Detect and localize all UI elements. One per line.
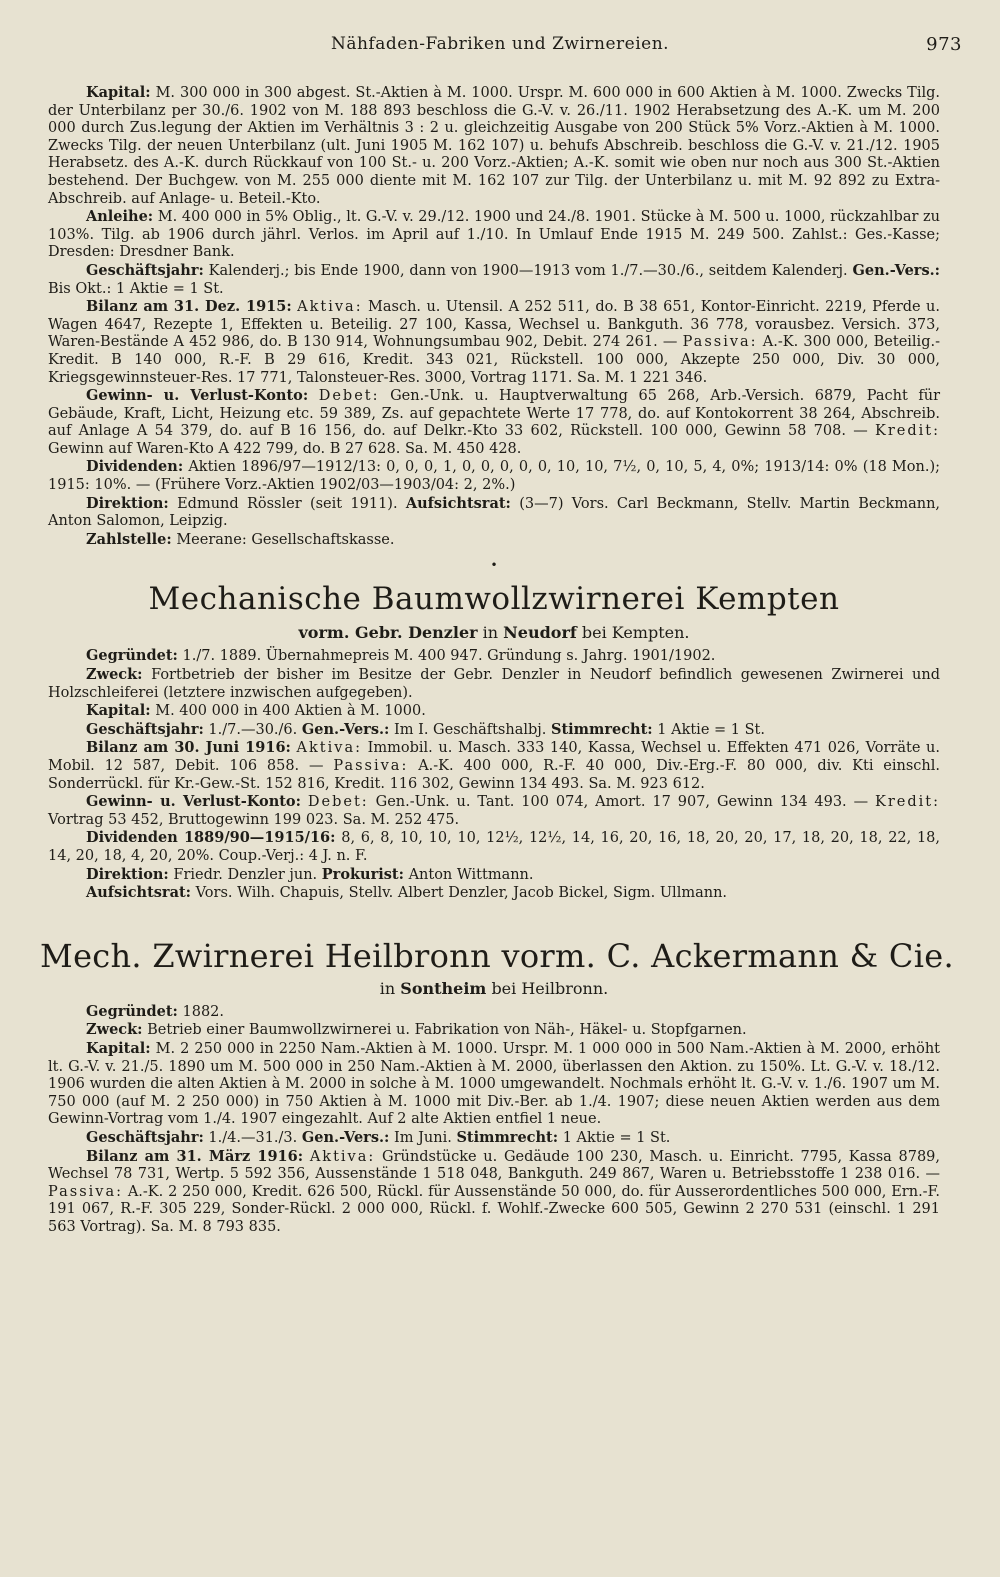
- kempten-aktiva-label: Aktiva:: [296, 740, 362, 757]
- bilanz-paragraph: [48, 298, 940, 387]
- heilbronn-gegruendet-paragraph: [48, 1003, 940, 1022]
- passiva-text: A.-K. 300 000, Beteilig.-Kredit. B 140 000, R.-F. B 29 616, Kredit. 343 021, Rückstell. 100 000, Akzepte 250 000, Div. 30 000, Kriegsgewinnsteuer-Res. 17 771, Talonsteuer-Res. 3000, Vortrag 1171. Sa. M. 1 221 346.: [48, 334, 940, 386]
- zahlstelle-text: Meerane: Gesellschaftskasse.: [176, 531, 395, 548]
- direktion-paragraph: [48, 495, 940, 531]
- guv-paragraph: [48, 387, 940, 458]
- heilbronn-gj-label: Geschäftsjahr:: [86, 1128, 204, 1146]
- running-title: Nähfaden-Fabriken und Zwirnereien.: [330, 34, 670, 54]
- heilbronn-gv-label: Gen.-Vers.:: [301, 1128, 390, 1146]
- kempten-kapital-text: M. 400 000 in 400 Aktien à M. 1000.: [155, 703, 426, 720]
- guv-label: Gewinn- u. Verlust-Konto:: [86, 387, 309, 405]
- kapital-text: M. 300 000 in 300 abgest. St.-Aktien à M. 1000. Urspr. M. 600 000 in 600 Aktien à M. 1000. Zwecks Tilg. der Unterbilanz per 30./6. 1902 von M. 188 893 beschloss die G.-V. v. 26./11. 1902 Herabsetzung des A.-K. um M. 200 000 durch Zus.legung der Aktien im Verhältnis 3 : 2 u. gleichzeitig Ausgabe von 200 Stück 5% Vorz.-Aktien à M. 1000. Zwecks Tilg. der neuen Unterbilanz (ult. Juni 1905 M. 162 107) u. behufs Abschreib. beschloss die G.-V. v. 21./12. 1905 Herabsetz. des A.-K. durch Rückkauf von 100 St.- u. 200 Vorz.-Aktien; A.-K. somit wie oben nur noch aus 300 St.-Aktien bestehend. Der Buchgew. von M. 255 000 diente mit M. 162 107 zur Tilg. der Unterbilanz u. mit M. 92 892 zu Extra-Abschreib. auf Anlage- u. Beteil.-Kto.: [48, 85, 940, 207]
- geschaeftsjahr-text: Kalenderj.; bis Ende 1900, dann von 1900—1913 vom 1./7.—30./6., seitdem Kalenderj.: [208, 262, 848, 279]
- kempten-dividenden-label: Dividenden 1889/90—1915/16:: [86, 829, 336, 847]
- heilbronn-title: Mech. Zwirnerei Heilbronn vorm. C. Ackermann & Cie.: [40, 936, 954, 975]
- zahlstelle-label: Zahlstelle:: [86, 530, 172, 548]
- kempten-guv-paragraph: [48, 793, 940, 829]
- kempten-dividenden-text: 8, 6, 8, 10, 10, 10, 12½, 12½, 14, 16, 20, 16, 18, 20, 20, 17, 18, 20, 18, 22, 18, 14, 20, 18, 4, 20, 20%. Coup.-Verj.: 4 J. n. F.: [48, 830, 941, 864]
- kempten-sub-place: Neudorf: [503, 623, 577, 643]
- heilbronn-kapital-text: M. 2 250 000 in 2250 Nam.-Aktien à M. 1000. Urspr. M. 1 000 000 in 500 Nam.-Aktien à M. 2000, erhöht lt. G.-V. v. 21./5. 1890 um M. 500 000 in 250 Nam.-Aktien à M. 2000, überlassen den Aktion. zu 150%. Lt. G.-V. v. 18./12. 1906 wurden die alten Aktien à M. 2000 in solche à M. 1000 umgewandelt. Nochmals erhöht lt. G.-V. v. 1./6. 1907 um M. 750 000 (auf M. 2 250 000) in 750 Aktien à M. 1000 mit Div.-Ber. ab 1./4. 1907; diese neuen Aktien werden aus dem Gewinn-Vortrag vom 1./4. 1907 eingezahlt. Auf 2 alte Aktien entfiel 1 neue.: [48, 1040, 940, 1128]
- heilbronn-stimmrecht-label: Stimmrecht:: [456, 1128, 559, 1146]
- kempten-gj-text: 1./7.—30./6.: [208, 721, 298, 738]
- kempten-gegruendet-text: 1./7. 1889. Übernahmepreis M. 400 947. Gründung s. Jahrg. 1901/1902.: [182, 648, 716, 665]
- section-mark: •: [490, 558, 498, 573]
- kempten-sub-prefix: vorm. Gebr. Denzler: [298, 623, 478, 643]
- kempten-passiva-text: A.-K. 400 000, R.-F. 40 000, Div.-Erg.-F. 80 000, div. Kti einschl. Sonderrückl. für Kr.-Gew.-St. 152 816, Kredit. 116 302, Gewinn 134 493. Sa. M. 923 612.: [48, 758, 941, 792]
- kempten-kredit-label: Kredit:: [875, 794, 941, 811]
- kempten-zweck-label: Zweck:: [86, 666, 143, 684]
- gen-vers-text: Bis Okt.: 1 Aktie = 1 St.: [48, 280, 224, 297]
- dividenden-text: Aktien 1896/97—1912/13: 0, 0, 0, 1, 0, 0, 0, 0, 0, 10, 10, 7½, 0, 10, 5, 4, 0%; 1913/14: 0% (18 Mon.); 1915: 10%. — (Frühere Vorz.-Aktien 1902/03—1903/04: 2, 2%.): [48, 459, 940, 494]
- aufsichtsrat-text: (3—7) Vors. Carl Beckmann, Stellv. Martin Beckmann, Anton Salomon, Leipzig.: [48, 495, 941, 530]
- kempten-aufsichtsrat-paragraph: [48, 884, 940, 903]
- direktion-label: Direktion:: [86, 494, 169, 512]
- heilbronn-stimmrecht-text: 1 Aktie = 1 St.: [562, 1129, 671, 1146]
- heilbronn-zweck-paragraph: [48, 1021, 940, 1040]
- kempten-guv-label: Gewinn- u. Verlust-Konto:: [86, 793, 301, 811]
- kapital-paragraph: [48, 84, 940, 208]
- kredit-text: Gewinn auf Waren-Kto A 422 799, do. B 27 628. Sa. M. 450 428.: [48, 440, 522, 457]
- kempten-direktion-text: Friedr. Denzler jun.: [173, 866, 318, 883]
- kempten-kredit-text: Vortrag 53 452, Bruttogewinn 199 023. Sa. M. 252 475.: [48, 811, 460, 828]
- gen-vers-label: Gen.-Vers.:: [852, 261, 941, 279]
- heilbronn-aktiva-label: Aktiva:: [309, 1148, 376, 1165]
- kempten-gegruendet-paragraph: [48, 647, 940, 666]
- kapital-label: Kapital:: [86, 84, 151, 101]
- heilbronn-kapital-label: Kapital:: [86, 1039, 151, 1057]
- page-number: 973: [926, 34, 962, 55]
- heilbronn-aktiva-text: Gründstücke u. Gedäude 100 230, Masch. u. Einricht. 7795, Kassa 8789, Wechsel 78 731, Wertp. 5 592 356, Aussenstände 1 518 048, Bankguth. 249 867, Waren u. Betriebsstoffe 1 238 016. —: [48, 1148, 941, 1183]
- passiva-label: Passiva:: [682, 334, 758, 351]
- kempten-bilanz-label: Bilanz am 30. Juni 1916:: [86, 739, 291, 757]
- kempten-prokurist-label: Prokurist:: [321, 865, 404, 883]
- anleihe-text: M. 400 000 in 5% Oblig., lt. G.-V. v. 29./12. 1900 und 24./8. 1901. Stücke à M. 500 u. 1000, rückzahlbar zu 103%. Tilg. ab 1906 durch jährl. Verlos. im April auf 1./10. In Umlauf Ende 1915 M. 249 500. Zahlst.: Ges.-Kasse; Dresden: Dresdner Bank.: [48, 209, 940, 261]
- heilbronn-subtitle: [48, 979, 940, 999]
- heilbronn-bilanz-paragraph: [48, 1148, 940, 1237]
- heilbronn-gj-text: 1./4.—31./3.: [208, 1129, 298, 1146]
- page-body: [40, 84, 954, 1236]
- zahlstelle-paragraph: [48, 531, 940, 550]
- kempten-debet-label: Debet:: [307, 794, 369, 811]
- kempten-sub-in: in: [482, 623, 499, 643]
- heilbronn-gegruendet-text: 1882.: [182, 1003, 225, 1020]
- kempten-sub-suffix: bei Kempten.: [581, 623, 690, 643]
- kempten-gv-text: Im I. Geschäftshalbj.: [394, 721, 547, 738]
- aktiva-text: Masch. u. Utensil. A 252 511, do. B 38 651, Kontor-Einricht. 2219, Pferde u. Wagen 4647, Rezepte 1, Effekten u. Beteilig. 27 100, Kassa, Wechsel u. Bankguth. 36 778, vorausbez. Versich. 373, Waren-Bestände A 452 986, do. B 130 914, Wohnungsumbau 902, Debit. 274 261. —: [48, 299, 940, 351]
- page-header: [0, 34, 1000, 58]
- kempten-bilanz-paragraph: [48, 739, 940, 793]
- heilbronn-sub-suffix: bei Heilbronn.: [491, 978, 609, 998]
- kempten-direktion-paragraph: [48, 866, 940, 885]
- kempten-kapital-label: Kapital:: [86, 702, 151, 720]
- kempten-gegruendet-label: Gegründet:: [86, 647, 178, 665]
- kempten-aktiva-text: Immobil. u. Masch. 333 140, Kassa, Wechsel u. Effekten 471 026, Vorräte u. Mobil. 12 587, Debit. 106 858. —: [48, 740, 940, 774]
- kempten-zweck-paragraph: [48, 666, 940, 702]
- kempten-title: Mechanische Baumwollzwirnerei Kempten: [148, 581, 840, 618]
- kempten-gj-label: Geschäftsjahr:: [86, 720, 204, 738]
- kempten-direktion-label: Direktion:: [86, 865, 169, 883]
- kempten-subtitle: [48, 623, 940, 643]
- heilbronn-gegruendet-label: Gegründet:: [86, 1002, 178, 1020]
- heilbronn-passiva-text: A.-K. 2 250 000, Kredit. 626 500, Rückl. für Aussenstände 50 000, do. für Ausserordentliches 500 000, Ern.-F. 191 067, R.-F. 305 229, Sonder-Rückl. 2 000 000, Rückl. f. Wohlf.-Zwecke 600 505, Gewinn 2 270 531 (einschl. 1 291 563 Vortrag). Sa. M. 8 793 835.: [48, 1183, 940, 1235]
- dividenden-paragraph: [48, 458, 940, 494]
- kempten-prokurist-text: Anton Wittmann.: [408, 866, 534, 883]
- aktiva-label: Aktiva:: [297, 299, 363, 316]
- kempten-debet-text: Gen.-Unk. u. Tant. 100 074, Amort. 17 907, Gewinn 134 493. —: [375, 794, 869, 811]
- debet-label: Debet:: [318, 388, 380, 405]
- kempten-aufsichtsrat-label: Aufsichtsrat:: [86, 884, 192, 902]
- kempten-stimmrecht-text: 1 Aktie = 1 St.: [657, 721, 765, 738]
- heilbronn-gv-text: Im Juni.: [394, 1129, 452, 1146]
- heilbronn-zweck-label: Zweck:: [86, 1021, 143, 1039]
- geschaeftsjahr-label: Geschäftsjahr:: [86, 261, 204, 279]
- geschaeftsjahr-paragraph: [48, 262, 940, 298]
- anleihe-paragraph: [48, 208, 940, 262]
- kempten-kapital-paragraph: [48, 702, 940, 721]
- kempten-stimmrecht-label: Stimmrecht:: [551, 720, 653, 738]
- kredit-label: Kredit:: [875, 423, 940, 440]
- heilbronn-passiva-label: Passiva:: [48, 1183, 123, 1200]
- kempten-dividenden-paragraph: [48, 829, 940, 865]
- heilbronn-geschaeftsjahr-paragraph: [48, 1129, 940, 1148]
- direktion-text: Edmund Rössler (seit 1911).: [177, 495, 398, 512]
- heilbronn-kapital-paragraph: [48, 1040, 940, 1129]
- heilbronn-zweck-text: Betrieb einer Baumwollzwirnerei u. Fabrikation von Näh-, Häkel- u. Stopfgarnen.: [147, 1022, 747, 1039]
- heilbronn-bilanz-label: Bilanz am 31. März 1916:: [86, 1147, 304, 1165]
- heilbronn-sub-in: in: [379, 978, 396, 998]
- kempten-passiva-label: Passiva:: [333, 758, 409, 774]
- kempten-aufsichtsrat-text: Vors. Wilh. Chapuis, Stellv. Albert Denzler, Jacob Bickel, Sigm. Ullmann.: [195, 885, 728, 902]
- debet-text: Gen.-Unk. u. Hauptverwaltung 65 268, Arb.-Versich. 6879, Pacht für Gebäude, Kraft, Licht, Heizung etc. 59 389, Zs. auf gepachtete Werte 17 778, do. auf Kontokorrent 38 264, Abschreib. auf Anlage A 54 379, do. auf B 16 156, do. auf Delkr.-Kto 33 602, Rückstell. 100 000, Gewinn 58 708. —: [48, 388, 941, 440]
- bilanz-label: Bilanz am 31. Dez. 1915:: [86, 298, 292, 316]
- kempten-gv-label: Gen.-Vers.:: [301, 720, 390, 738]
- heilbronn-sub-place: Sontheim: [400, 978, 487, 998]
- dividenden-label: Dividenden:: [86, 458, 184, 476]
- anleihe-label: Anleihe:: [86, 208, 154, 226]
- aufsichtsrat-label: Aufsichtsrat:: [405, 494, 511, 512]
- kempten-geschaeftsjahr-paragraph: [48, 721, 940, 740]
- kempten-zweck-text: Fortbetrieb der bisher im Besitze der Gebr. Denzler in Neudorf befindlich gewesenen Zwirnerei und Holzschleiferei (letztere inzwischen aufgegeben).: [48, 667, 941, 701]
